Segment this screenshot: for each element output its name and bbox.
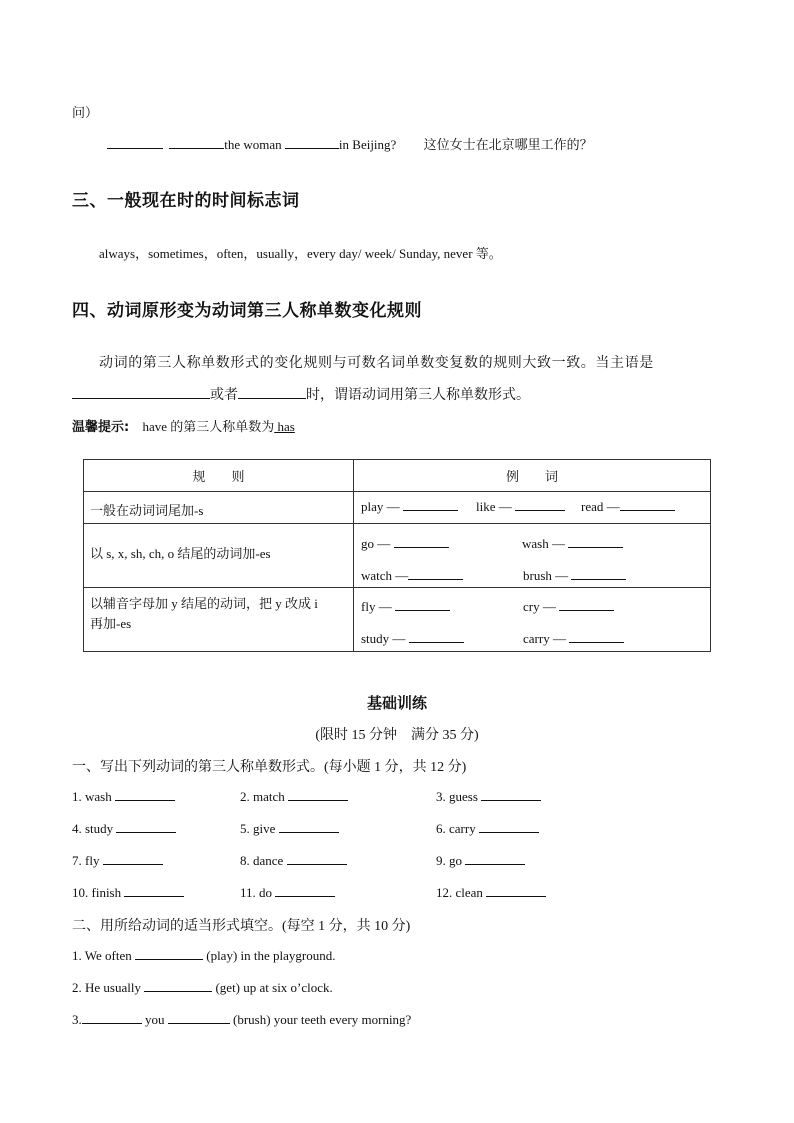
rule-text: 以辅音字母加 y 结尾的动词，把 y 改成 i: [90, 596, 318, 611]
example-cell: [354, 492, 711, 524]
rules-table: [83, 459, 711, 652]
blank[interactable]: [135, 947, 203, 960]
section-4-paragraph: 动词的第三人称单数形式的变化规则与可数名词单数变复数的规则大致一致。当主语是: [99, 356, 654, 371]
tip-label: 温馨提示:: [72, 420, 130, 435]
example-item: play —: [361, 498, 458, 515]
question-translation: 这位女士在北京哪里工作的？: [423, 137, 593, 152]
exercise-item: 12. clean: [436, 884, 546, 901]
tip-text: have 的第三人称单数为: [142, 419, 275, 434]
connector-text: 或者: [210, 388, 238, 403]
section-3-body: always，sometimes，often，usually，every day/ week/ Sunday, never 等。: [99, 246, 502, 261]
exercise-item: 8. dance: [240, 852, 347, 869]
header-rule: 规 则: [84, 460, 354, 492]
example-item: wash —: [522, 535, 623, 552]
fill-question-2: 2. He usually (get) up at six o’clock.: [72, 980, 333, 995]
exercise-item: 10. finish: [72, 884, 184, 901]
section-3-title: 三、一般现在时的时间标志词: [72, 191, 300, 211]
fill-question-1: 1. We often (play) in the playground.: [72, 948, 336, 963]
rule-cell: [84, 492, 354, 524]
practice-subtitle: (限时 15 分钟 满分 35 分): [315, 728, 479, 743]
exercise-item: 2. match: [240, 788, 348, 805]
example-item: read —: [581, 498, 675, 515]
section-4-paragraph-line2: [72, 384, 530, 404]
part-1-title: 一、写出下列动词的第三人称单数形式。(每小题 1 分，共 12 分): [72, 760, 467, 775]
tip-answer: has: [274, 419, 295, 434]
blank[interactable]: [72, 386, 210, 399]
example-cell: [354, 524, 711, 588]
tip-line: [72, 416, 295, 435]
rule-text: 以 s, x, sh, ch, o 结尾的动词加-es: [90, 546, 271, 561]
blank[interactable]: [82, 1011, 142, 1024]
rule-text: 一般在动词词尾加-s: [90, 503, 204, 518]
fill-question-3: 3. you (brush) your teeth every morning?: [72, 1012, 412, 1027]
blank[interactable]: [169, 136, 224, 149]
example-item: cry —: [523, 598, 614, 615]
exercise-item: 11. do: [240, 884, 335, 901]
example-item: like —: [476, 498, 565, 515]
question-text: in Beijing?: [338, 137, 397, 152]
example-item: study —: [361, 630, 464, 647]
section-4-title: 四、动词原形变为动词第三人称单数变化规则: [72, 301, 422, 321]
blank[interactable]: [285, 136, 339, 149]
example-item: brush —: [523, 567, 626, 584]
exercise-item: 3. guess: [436, 788, 541, 805]
question-line: [107, 134, 593, 153]
part-2-title: 二、用所给动词的适当形式填空。(每空 1 分，共 10 分): [72, 919, 411, 934]
example-cell: [354, 588, 711, 652]
example-item: watch —: [361, 567, 463, 584]
exercise-item: 9. go: [436, 852, 525, 869]
rule-cell: [84, 588, 354, 652]
blank[interactable]: [144, 979, 212, 992]
rule-cell: [84, 524, 354, 588]
example-item: carry —: [523, 630, 624, 647]
blank[interactable]: [238, 386, 306, 399]
example-item: fly —: [361, 598, 450, 615]
blank[interactable]: [107, 136, 163, 149]
question-text: the woman: [224, 137, 282, 152]
exercise-item: 7. fly: [72, 852, 163, 869]
header-example: 例 词: [354, 460, 711, 492]
exercise-item: 1. wash: [72, 788, 175, 805]
exercise-item: 6. carry: [436, 820, 539, 837]
example-item: go —: [361, 535, 449, 552]
rule-text: 再加-es: [90, 616, 132, 631]
exercise-item: 4. study: [72, 820, 176, 837]
exercise-item: 5. give: [240, 820, 339, 837]
blank[interactable]: [168, 1011, 230, 1024]
practice-title: 基础训练: [366, 694, 427, 712]
paragraph-text: 时，谓语动词用第三人称单数形式。: [306, 388, 530, 403]
continuation-text: 问）: [72, 105, 99, 120]
